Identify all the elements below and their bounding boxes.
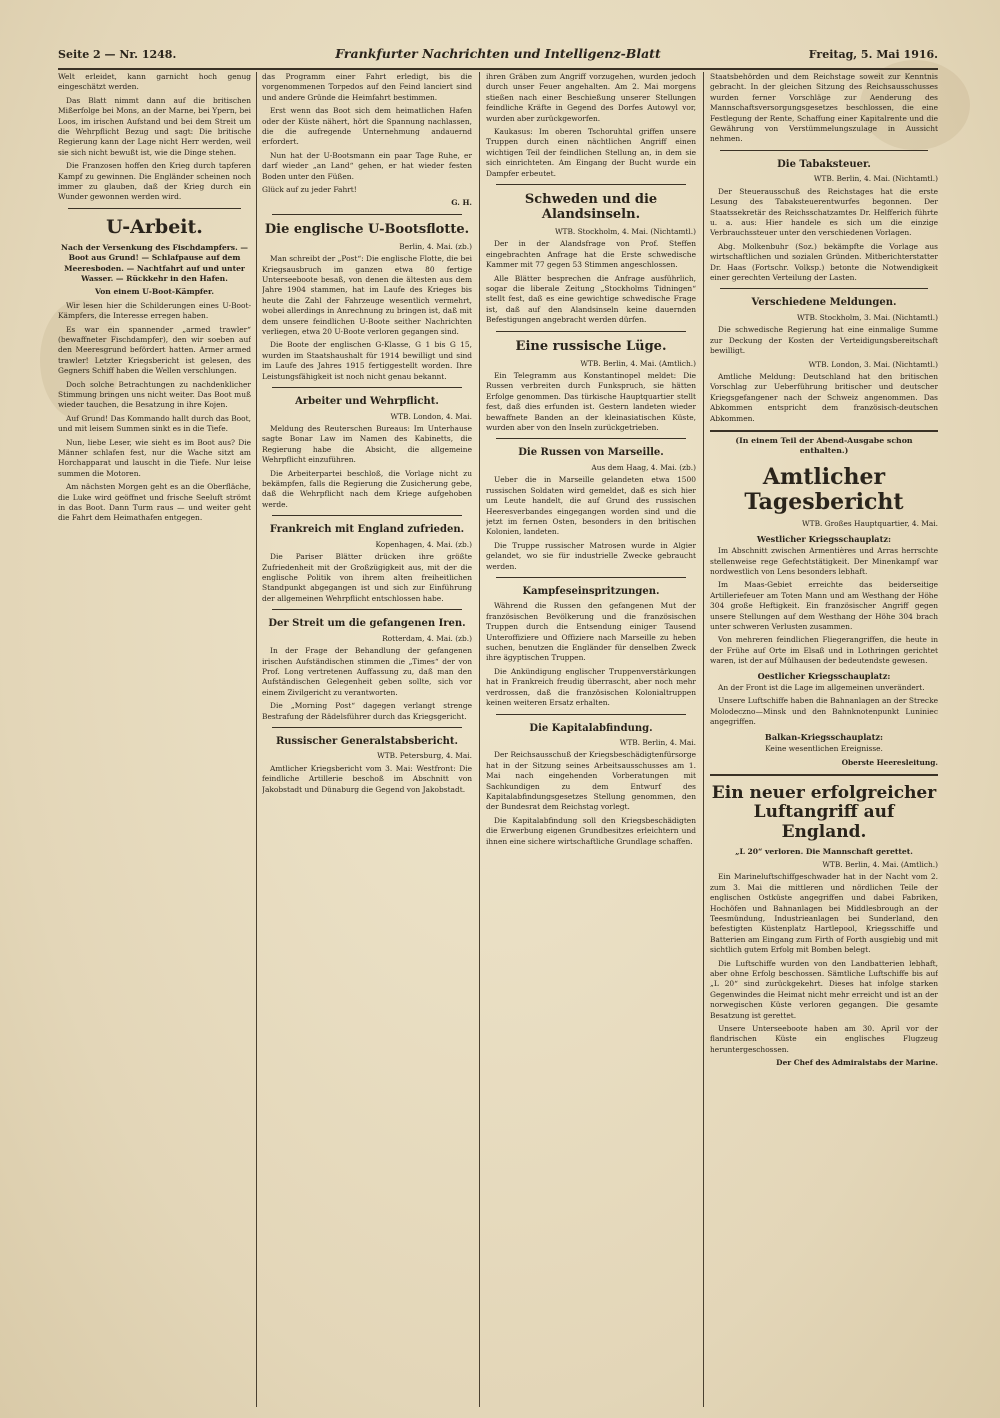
section-heading: Westlicher Kriegsschauplatz: [756,533,892,544]
paragraph: Die schwedische Regierung hat eine einmalige Summe zur Deckung der Kosten der Verteidigungsbereitschaft bewilligt. [710,325,938,356]
closing-line: Glück auf zu jeder Fahrt! [262,185,357,195]
article-byline: Von einem U-Boot-Kämpfer. [95,287,214,297]
divider [710,774,938,776]
article-title-luftangriff: Ein neuer erfolgreicher Luftangriff auf England. [711,782,937,842]
article-dateline: WTB. London, 4. Mai. [390,411,472,421]
divider [720,288,928,289]
paragraph: Ein Telegramm aus Konstantinopel meldet: Die Russen verbreiten durch Funkspruch, sie hätten Erfolge genommen. Das türkische Hauptquartier stellt fest, daß dies erfunden ist. Gestern landeten wieder bewaffnete Banden an der kleinasiatischen Küste, wurden aber von den Inseln zurückgetrieben. [486,370,696,432]
paragraph: Es war ein spannender „armed trawler“ (bewaffneter Fischdampfer), den wir soeben auf den Meeresgrund befördert hatten. Armer armed trawler! Letzter Kriegsbericht ist gelesen, des Gegners Schiff haben die Wellen verschlungen. [58,324,251,376]
article-title-tagesbericht: Amtlicher Tagesbericht [744,463,904,516]
column-1 [58,72,251,1412]
article-dateline: WTB. Berlin, 4. Mai. [619,738,696,747]
divider [496,331,686,332]
paragraph: Keine wesentlichen Ereignisse. [765,744,883,754]
paragraph: Alle Blätter besprechen die Anfrage ausführlich, sogar die liberale Zeitung „Stockholms Tidningen“ stellt fest, daß es eine gewichtige schwedische Frage ist, daß auf den Alandsinseln keine dauernden Befestigungen angebracht werden dürfen. [486,273,696,325]
column-divider [479,72,480,1407]
paragraph: Meldung des Reuterschen Bureaus: Im Unterhause sagte Bonar Law im Namen des Kabinetts, die Regierung habe die Absicht, die allgemeine Wehrpflicht einzuführen. [262,424,472,465]
col1-intro-text [58,72,251,203]
paragraph: Die Luftschiffe wurden von den Landbatterien lebhaft, aber ohne Erfolg beschossen. Sämtliche Luftschiffe bis auf „L 20“ sind zurückgekehrt. Dieses hat infolge starken Gegenwindes die Heimat nicht mehr erreicht und ist an der norwegischen Küste verloren gegangen. Die gesamte Besatzung ist gerettet. [710,958,938,1020]
edition-note: (In einem Teil der Abend-Ausgabe schon enthalten.) [735,435,913,456]
paragraph: Von mehreren feindlichen Fliegerangriffen, die heute in der Frühe auf Orte im Elsaß und in Lothringen gerichtet waren, ist der auf Mülhausen der bedeutendste gewesen. [710,635,938,666]
article-dateline: WTB. Petersburg, 4. Mai. [377,751,472,761]
paragraph: ihren Gräben zum Angriff vorzugehen, wurden jedoch durch unser Feuer angehalten. Am 2. Mai morgens stießen nach einer Beschießung unserer Stellungen feindliche Kräfte in Gegend des Dorfes Autowyl vor, wurden aber zurückgeworfen. [486,72,696,123]
paragraph: Welt erleidet, kann garnicht hoch genug eingeschätzt werden. [58,72,251,92]
paragraph: An der Front ist die Lage im allgemeinen unverändert. [718,683,925,693]
paragraph: Die Boote der englischen G-Klasse, G 1 bis G 15, wurden im Staatshaushalt für 1914 bewilligt und sind im Laufe des Jahres 1915 fertiggestellt worden. Ihre Leistungsfähigkeit ist noch nicht genau bekannt. [262,340,472,381]
paragraph: Nun hat der U-Bootsmann ein paar Tage Ruhe, er darf wieder „an Land“ gehen, er hat wieder festen Boden unter den Füßen. [262,150,472,181]
article-dateline: WTB. Stockholm, 3. Mai. (Nichtamtl.) [796,312,938,322]
column-2 [262,72,472,1412]
paragraph: Die Ankündigung englischer Truppenverstärkungen hat in Frankreich freudig überrascht, aber noch mehr verdrossen, daß die französischen Kolonialtruppen keinen weiteren Ersatz erhalten. [486,666,696,708]
paragraph: das Programm einer Fahrt erledigt, bis die vorgenommenen Torpedos auf den Feind lanciert sind und andere Gründe die Heimfahrt bestimmen. [262,72,472,102]
divider [496,714,686,715]
paragraph: Doch solche Betrachtungen zu nachdenklicher Stimmung bringen uns nicht weiter. Das Boot muß wieder tauchen, die Besatzung in ihre Kojen. [58,379,251,410]
article-signature: Oberste Heeresleitung. [841,757,938,767]
divider [272,609,462,610]
paragraph: Die Arbeiterpartei beschloß, die Vorlage nicht zu bekämpfen, falls die Regierung die Zusicherung gebe, daß die Wehrpflicht nach dem Kriege aufgehoben werde. [262,468,472,509]
paragraph: Wir lesen hier die Schilderungen eines U-Boot-Kämpfers, die Interesse erregen haben. [58,300,251,321]
paragraph: Ueber die in Marseille gelandeten etwa 1500 russischen Soldaten wird gemeldet, daß es sich hier um Leute handelt, die auf Grund des russischen Heeresverbandes eingegangen worden sind und die jetzt im fernen Osten, besonders in den britischen Kolonien, landeten. [486,475,696,537]
article-title-generalstab: Russischer Generalstabsbericht. [275,735,459,747]
section-heading: Oestlicher Kriegsschauplatz: [757,670,891,681]
article-dateline: WTB. London, 3. Mai. (Nichtamtl.) [808,359,938,369]
article-dateline: Rotterdam, 4. Mai. (zb.) [382,633,472,643]
paragraph: Ein Marineluftschiffgeschwader hat in der Nacht vom 2. zum 3. Mai die mittleren und nördlichen Teile der englischen Ostküste angegriffen und dabei Fabriken, Hochöfen und Bahnanlagen bei Middlesbrough an der Teesmündung, Industrieanlagen bei Sunderland, den befestigten Küstenplatz Hartlepool, Kriegsschiffe und Batterien am Eingang zum Firth of Forth ausgiebig und mit sichtlich gutem Erfolg mit Bomben belegt. [710,872,938,955]
paragraph: Der Steuerausschuß des Reichstages hat die erste Lesung des Tabaksteuerentwurfes begonnen. Der Staatssekretär des Reichsschatzamtes Dr. Helfferich führte u. a. aus: Hier handele es sich um die einzige Verbrauchssteuer unter den verschiedenen Vorlagen. [710,186,938,238]
article-title-frankreich: Frankreich mit England zufrieden. [269,524,465,536]
paragraph: Abg. Molkenbuhr (Soz.) bekämpfte die Vorlage aus wirtschaftlichen und sozialen Gründen. Mitberichterstatter Dr. Haas (Fortschr. Volksp.) betonte die Notwendigkeit einer gerechten Verteilung der Lasten. [710,241,938,282]
divider [496,184,686,185]
article-dateline: Aus dem Haag, 4. Mai. (zb.) [591,462,696,472]
divider [710,430,938,432]
article-title-tabaksteuer: Die Tabaksteuer. [777,158,871,170]
article-dateline: WTB. Berlin, 4. Mai. (Amtlich.) [580,358,696,368]
paragraph: In der Frage der Behandlung der gefangenen irischen Aufständischen stimmen die „Times“ der von Prof. Long vertretenen Auffassung zu, daß man den Aufständischen Gelegenheit geben sollte, sich vor einem Zivilgericht zu verantworten. [262,646,472,697]
divider [68,208,241,209]
paragraph: Im Abschnitt zwischen Armentières und Arras herrschte stellenweise rege Gefechtstätigkeit. Der Minenkampf war nordwestlich von Lens besonders lebhaft. [710,546,938,576]
divider [272,515,462,516]
article-title-kampfeseinspritzungen: Kampfeseinspritzungen. [522,585,660,597]
paragraph: Kaukasus: Im oberen Tschoruhtal griffen unsere Truppen durch einen nächtlichen Angriff einen wichtigen Teil der feindlichen Stellung an, in dem sie sich einrichteten. Am Eingang der Bucht wurde ein Dampfer erbeutet. [486,127,696,178]
column-3 [486,72,696,1412]
paragraph: Am nächsten Morgen geht es an die Oberfläche, die Luke wird geöffnet und frische Seeluft strömt in das Boot. Dann Turm raus — und weiter geht die Fahrt dem Heimathafen entgegen. [58,482,251,523]
divider [496,577,686,578]
divider [496,438,686,439]
article-dateline: WTB. Berlin, 4. Mai. (Nichtamtl.) [813,174,938,184]
paragraph: Staatsbehörden und dem Reichstage soweit zur Kenntnis gebracht. In der gleichen Sitzung des Reichsausschusses wurden ferner Vorschläge zur Aenderung des Mannschaftsversorgungsgesetzes beschlossen, die eine Festlegung der Rente, Schaffung einer Kapitalrente und die Gewährung von Verstümmelungszulage in Aussicht nehmen. [710,72,938,144]
paragraph: Unsere Luftschiffe haben die Bahnanlagen an der Strecke Molodeczno—Minsk und den Bahnknotenpunkt Luniniec angegriffen. [710,696,938,727]
article-dateline: WTB. Großes Hauptquartier, 4. Mai. [802,519,938,529]
article-signature: G. H. [451,198,472,208]
paragraph: Erst wenn das Boot sich dem heimatlichen Hafen oder der Küste nähert, hört die Spannung nachlassen, die die aufregende Unternehmung andauernd erfordert. [262,106,472,147]
paragraph: Amtlicher Kriegsbericht vom 3. Mai: Westfront: Die feindliche Artillerie beschoß im Abschnitt von Jakobstadt und Dünaburg die Gegend von Jakobstadt. [262,763,472,794]
paragraph: Die Pariser Blätter drücken ihre größte Zufriedenheit mit der Großzügigkeit aus, mit der die englische Politik von ihrem alten freiheitlichen Standpunkt abgegangen ist und sich zur Einführung der allgemeinen Wehrpflicht entschlossen habe. [262,552,472,603]
header-date: Freitag, 5. Mai 1916. [808,48,938,61]
article-dateline: Kopenhagen, 4. Mai. (zb.) [375,539,472,549]
article-title-u-bootsflotte: Die englische U-Bootsflotte. [264,221,470,237]
divider [720,150,928,151]
paragraph: Die Kapitalabfindung soll den Kriegsbeschädigten die Erwerbung eigenen Grundbesitzes erleichtern und ihnen eine sichere wirtschaftliche Grundlage schaffen. [486,815,696,846]
article-dateline: Berlin, 4. Mai. (zb.) [399,241,472,251]
article-signature: Der Chef des Admiralstabs der Marine. [776,1058,938,1068]
paragraph: Der in der Alandsfrage von Prof. Steffen eingebrachten Anfrage hat die Erste schwedische Kammer mit 77 gegen 53 Stimmen angeschlossen. [486,239,696,270]
header-newspaper-title: Frankfurter Nachrichten und Intelligenz-Blatt [335,46,661,61]
paragraph: Die Franzosen hoffen den Krieg durch tapferen Kampf zu gewinnen. Die Engländer scheinen noch immer zu glauben, daß der Krieg durch ein Wunder gewonnen werden wird. [58,161,251,202]
column-divider [256,72,257,1407]
divider [272,387,462,388]
paragraph: Die „Morning Post“ dagegen verlangt strenge Bestrafung der Rädelsführer durch das Kriegsgericht. [262,701,472,721]
paragraph: Das Blatt nimmt dann auf die britischen Mißerfolge bei Mons, an der Marne, bei Ypern, bei Loos, im irischen Aufstand und bei dem Streit um die Wehrpflicht Bezug und sagt: Die britische Regierung kann der Lage nicht Herr werden, weil sie sich nicht bewußt ist, wie die Dinge stehen. [58,95,251,157]
section-heading: Balkan-Kriegsschauplatz: [764,731,884,742]
article-subtitle: „L 20“ verloren. Die Mannschaft gerettet. [735,846,913,856]
article-title-russische-luege: Eine russische Lüge. [515,338,667,354]
article-title-marseille: Die Russen von Marseille. [518,447,664,459]
paragraph: Die Truppe russischer Matrosen wurde in Algier gelandet, wo sie für industrielle Zwecke gebraucht werden. [486,540,696,571]
header-page-number: Seite 2 — Nr. 1248. [58,48,177,61]
article-title-kapitalabfindung: Die Kapitalabfindung. [529,722,653,734]
article-title-meldungen: Verschiedene Meldungen. [751,297,897,309]
paragraph: Unsere Unterseeboote haben am 30. April vor der flandrischen Küste ein englisches Flugzeug heruntergeschossen. [710,1024,938,1054]
article-dateline: WTB. Stockholm, 4. Mai. (Nichtamtl.) [554,226,696,236]
article-subtitle: Nach der Versenkung des Fischdampfers. — Boot aus Grund! — Schlafpause auf dem Meeresboden. — Nachtfahrt auf und unter Wasser. — Rückkehr in den Hafen. [61,242,248,283]
article-title-iren: Der Streit um die gefangenen Iren. [268,618,466,630]
divider [272,214,462,215]
column-divider [703,72,704,1407]
paragraph: Amtliche Meldung: Deutschland hat den britischen Vorschlag zur Ueberführung britischer und deutscher Kriegsgefangener nach der Schweiz angenommen. Das Abkommen entspricht dem französisch-deutschen Abkommen. [710,371,938,423]
article-dateline: WTB. Berlin, 4. Mai. (Amtlich.) [822,859,938,869]
paragraph: Nun, liebe Leser, wie sieht es im Boot aus? Die Männer schlafen fest, nur die Wache sitzt am Horchapparat und lauscht in die Tiefe. Nur leise summen die Motoren. [58,437,251,478]
column-4 [710,72,938,1412]
paragraph: Der Reichsausschuß der Kriegsbeschädigtenfürsorge hat in der Sitzung seines Arbeitsausschusses am 1. Mai nach eingehenden Vorberatungen mit Sachkundigen zu dem Entwurf des Kapitalabfindungsgesetzes Stellung genommen, den der Bundesrat dem Reichstag vorlegt. [486,750,696,812]
article-title-u-arbeit: U-Arbeit. [106,215,203,238]
article-title-arbeiter: Arbeiter und Wehrpflicht. [295,396,439,408]
paragraph: Im Maas-Gebiet erreichte das beiderseitige Artilleriefeuer am Toten Mann und am Westhang der Höhe 304 große Heftigkeit. Ein französischer Angriff gegen unsere Stellungen auf dem Westhang der Höhe 304 brach unter schweren Verlusten zusammen. [710,580,938,632]
page-header [58,46,938,70]
paragraph: Während die Russen den gefangenen Mut der französischen Bevölkerung und die französischen Truppen durch die Entsendung einiger Tausend Unteroffiziere und Offiziere nach Marseille zu heben suchen, benutzen die Engländer für denselben Zweck ihre ägyptischen Truppen. [486,601,696,663]
paragraph: Auf Grund! Das Kommando hallt durch das Boot, und mit leisem Summen sinkt es in die Tiefe. [58,413,251,434]
paragraph: Man schreibt der „Post“: Die englische Flotte, die bei Kriegsausbruch im ganzen etwa 80 fertige Unterseeboote besaß, von denen die ältesten aus dem Jahre 1904 stammen, hat im Laufe des Krieges bis heute die Zahl der Fahrzeuge wesentlich vermehrt, wobei allerdings in Anrechnung zu bringen ist, daß mit dem unsere feindlichen U-Boote seither Nachrichten verliegen, etwa 20 U-Boote verloren gegangen sind. [262,254,472,337]
divider [272,727,462,728]
article-title-alandsinseln: Schweden und die Alandsinseln. [524,192,658,222]
